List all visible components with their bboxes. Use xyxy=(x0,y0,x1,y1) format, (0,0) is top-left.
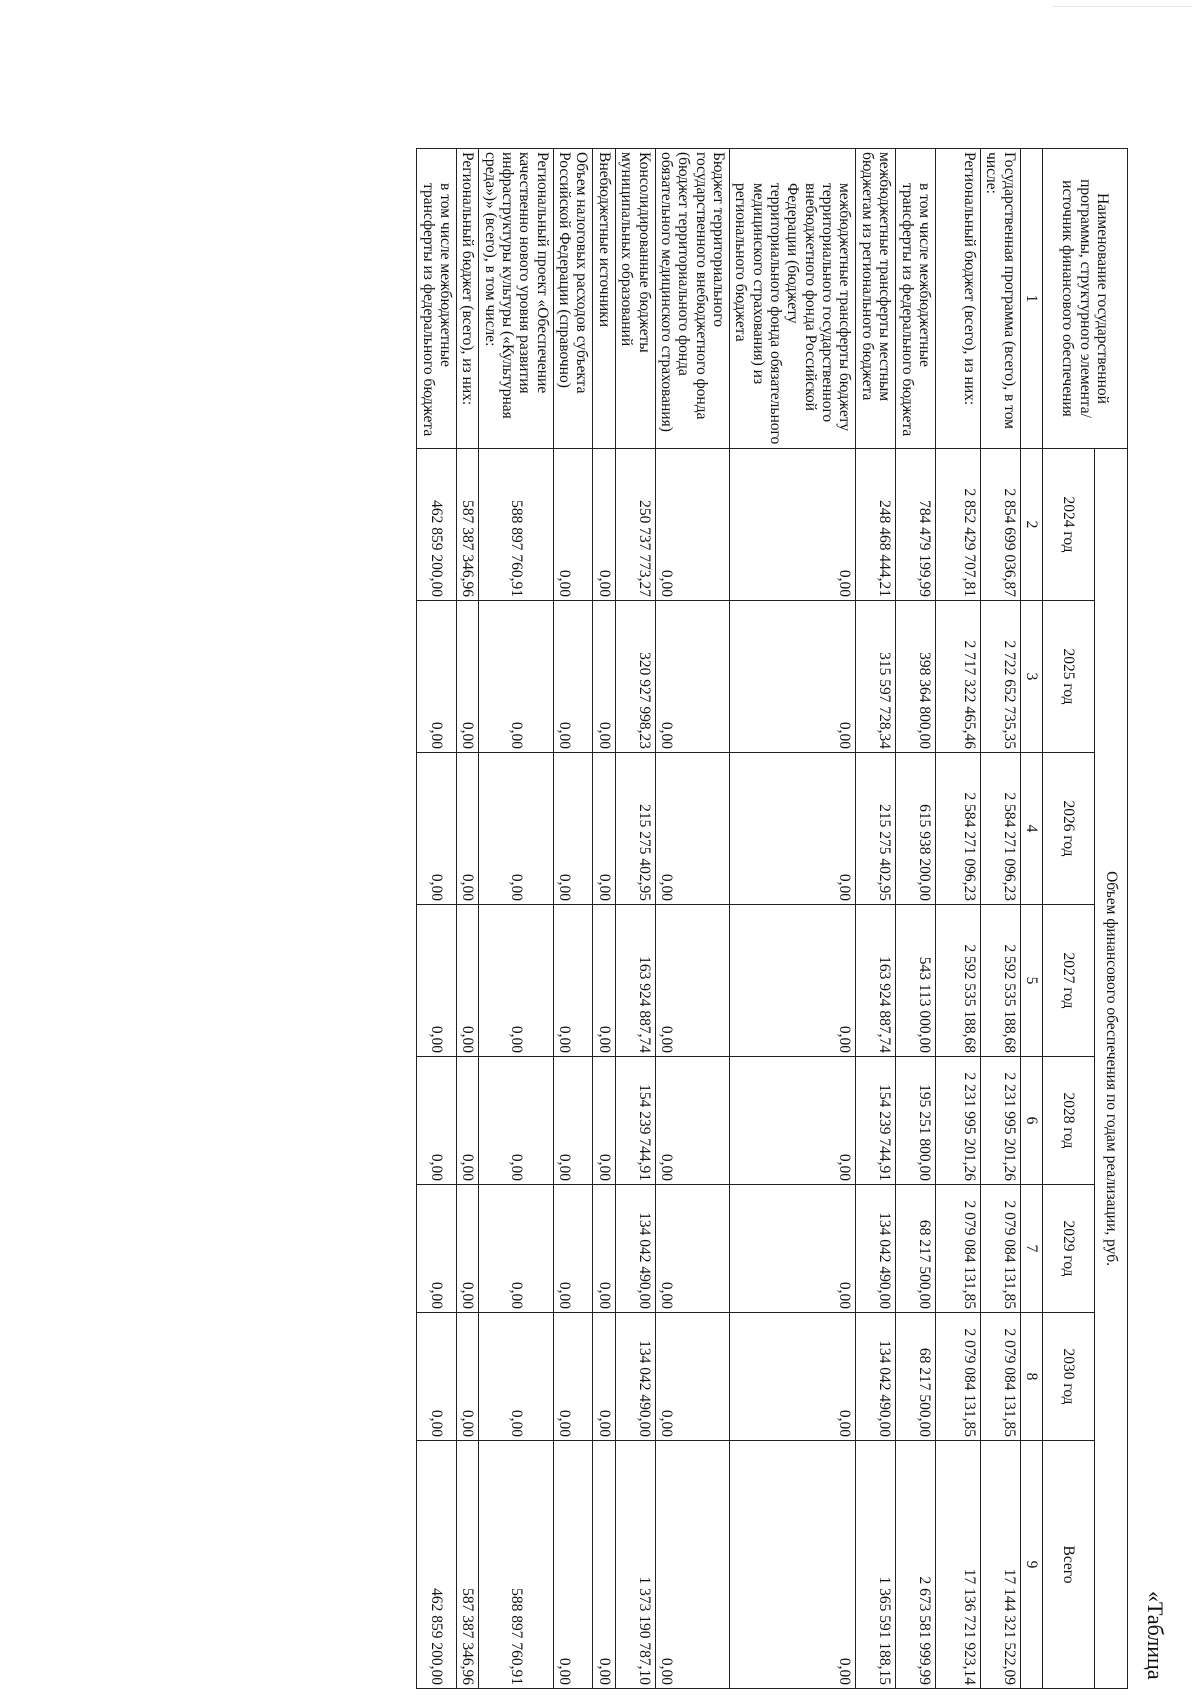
column-number: 9 xyxy=(1020,1441,1042,1689)
column-number: 8 xyxy=(1020,1313,1042,1441)
row-value: 0,00 xyxy=(553,601,593,753)
row-value: 2 584 271 096,23 xyxy=(935,753,980,905)
row-value: 134 042 490,00 xyxy=(615,1185,655,1313)
row-value: 587 387 346,96 xyxy=(456,1441,478,1689)
row-name: в том числе межбюджетные трансферты из федерального бюджета xyxy=(896,149,936,449)
row-value: 2 592 535 188,68 xyxy=(935,905,980,1057)
row-name: межбюджетные трансферты местным бюджетам из регионального бюджета xyxy=(856,149,896,449)
row-value: 2 854 699 036,87 xyxy=(980,449,1020,601)
row-name: Консолидированные бюджеты муниципальных образований xyxy=(615,149,655,449)
header-year: 2027 год xyxy=(1043,905,1095,1057)
row-value: 163 924 887,74 xyxy=(856,905,896,1057)
row-value: 0,00 xyxy=(729,1313,856,1441)
row-value: 215 275 402,95 xyxy=(615,753,655,905)
row-value: 0,00 xyxy=(729,601,856,753)
header-year: 2024 год xyxy=(1043,449,1095,601)
row-value: 134 042 490,00 xyxy=(856,1185,896,1313)
row-value: 195 251 800,00 xyxy=(896,1057,936,1185)
row-value: 154 239 744,91 xyxy=(615,1057,655,1185)
row-value: 0,00 xyxy=(593,1057,615,1185)
table-row xyxy=(729,149,856,1689)
row-value: 588 897 760,91 xyxy=(479,449,553,601)
row-value: 0,00 xyxy=(593,1185,615,1313)
table-row xyxy=(655,149,729,1689)
row-value: 0,00 xyxy=(655,753,729,905)
row-value: 0,00 xyxy=(456,1185,478,1313)
row-value: 0,00 xyxy=(729,1185,856,1313)
table-row xyxy=(417,149,457,1689)
row-value: 0,00 xyxy=(729,1441,856,1689)
row-value: 0,00 xyxy=(655,905,729,1057)
header-name-col: Наименование государственной программы, структурного элемента/источник финансового обеспечения xyxy=(1043,149,1128,449)
column-number: 4 xyxy=(1020,753,1042,905)
row-value: 2 584 271 096,23 xyxy=(980,753,1020,905)
row-value: 587 387 346,96 xyxy=(456,449,478,601)
row-value: 0,00 xyxy=(729,905,856,1057)
row-value: 68 217 500,00 xyxy=(896,1185,936,1313)
row-name: Региональный бюджет (всего), из них: xyxy=(935,149,980,449)
row-value: 250 737 773,27 xyxy=(615,449,655,601)
row-value: 0,00 xyxy=(553,1185,593,1313)
row-value: 2 722 652 735,35 xyxy=(980,601,1020,753)
column-number: 5 xyxy=(1020,905,1042,1057)
row-value: 0,00 xyxy=(456,601,478,753)
header-year: 2028 год xyxy=(1043,1057,1095,1185)
row-value: 2 592 535 188,68 xyxy=(980,905,1020,1057)
row-value: 2 673 581 999,99 xyxy=(896,1441,936,1689)
table-row xyxy=(479,149,553,1689)
row-value: 398 364 800,00 xyxy=(896,601,936,753)
row-value: 0,00 xyxy=(553,449,593,601)
row-value: 320 927 998,23 xyxy=(615,601,655,753)
table-row xyxy=(456,149,478,1689)
row-value: 0,00 xyxy=(479,905,553,1057)
row-name: Внебюджетные источники xyxy=(593,149,615,449)
table-row xyxy=(896,149,936,1689)
header-year: 2030 год xyxy=(1043,1313,1095,1441)
row-value: 17 136 721 923,14 xyxy=(935,1441,980,1689)
row-name: Региональный бюджет (всего), из них: xyxy=(456,149,478,449)
row-value: 0,00 xyxy=(417,1185,457,1313)
row-value: 0,00 xyxy=(553,753,593,905)
table-row xyxy=(856,149,896,1689)
row-value: 0,00 xyxy=(593,1441,615,1689)
row-value: 0,00 xyxy=(456,1057,478,1185)
row-value: 0,00 xyxy=(593,449,615,601)
row-value: 784 479 199,99 xyxy=(896,449,936,601)
row-value: 0,00 xyxy=(655,1057,729,1185)
row-value: 2 079 084 131,85 xyxy=(935,1313,980,1441)
row-value: 0,00 xyxy=(456,905,478,1057)
row-value: 2 852 429 707,81 xyxy=(935,449,980,601)
row-value: 0,00 xyxy=(553,1313,593,1441)
row-value: 2 231 995 201,26 xyxy=(980,1057,1020,1185)
header-row-1 xyxy=(1095,149,1128,1689)
column-number: 2 xyxy=(1020,449,1042,601)
row-value: 0,00 xyxy=(593,905,615,1057)
row-value: 134 042 490,00 xyxy=(615,1313,655,1441)
header-group: Объем финансового обеспечения по годам реализации, руб. xyxy=(1095,449,1128,1689)
row-value: 163 924 887,74 xyxy=(615,905,655,1057)
row-value: 154 239 744,91 xyxy=(856,1057,896,1185)
scan-artifact xyxy=(1052,6,1192,7)
table-row xyxy=(593,149,615,1689)
row-value: 0,00 xyxy=(655,601,729,753)
row-value: 0,00 xyxy=(553,1057,593,1185)
row-name: Объем налоговых расходов субъекта Российской Федерации (справочно) xyxy=(553,149,593,449)
table-row xyxy=(553,149,593,1689)
row-value: 0,00 xyxy=(479,1057,553,1185)
row-value: 2 079 084 131,85 xyxy=(980,1313,1020,1441)
row-value: 17 144 321 522,09 xyxy=(980,1441,1020,1689)
rotated-table-sheet xyxy=(108,148,1168,1688)
table-row xyxy=(615,149,655,1689)
column-number: 7 xyxy=(1020,1185,1042,1313)
row-value: 215 275 402,95 xyxy=(856,753,896,905)
row-value: 0,00 xyxy=(479,1185,553,1313)
row-value: 588 897 760,91 xyxy=(479,1441,553,1689)
financing-table xyxy=(416,148,1128,1689)
row-value: 0,00 xyxy=(456,753,478,905)
row-value: 0,00 xyxy=(479,753,553,905)
header-year: 2025 год xyxy=(1043,601,1095,753)
row-name: в том числе межбюджетные трансферты из федерального бюджета xyxy=(417,149,457,449)
header-year: 2026 год xyxy=(1043,753,1095,905)
row-value: 543 113 000,00 xyxy=(896,905,936,1057)
row-value: 134 042 490,00 xyxy=(856,1313,896,1441)
row-value: 2 717 322 465,46 xyxy=(935,601,980,753)
row-value: 462 859 200,00 xyxy=(417,1441,457,1689)
header-total: Всего xyxy=(1043,1441,1095,1689)
column-number: 3 xyxy=(1020,601,1042,753)
column-number: 6 xyxy=(1020,1057,1042,1185)
column-number: 1 xyxy=(1020,149,1042,449)
row-value: 0,00 xyxy=(456,1313,478,1441)
row-value: 2 079 084 131,85 xyxy=(980,1185,1020,1313)
row-value: 248 468 444,21 xyxy=(856,449,896,601)
row-value: 0,00 xyxy=(729,753,856,905)
table-row xyxy=(935,149,980,1689)
row-name: Бюджет территориального государственного внебюджетного фонда (бюджет территориального фонда обязательного медицинского страхования) xyxy=(655,149,729,449)
row-value: 615 938 200,00 xyxy=(896,753,936,905)
row-value: 0,00 xyxy=(479,1313,553,1441)
table-row xyxy=(980,149,1020,1689)
row-value: 0,00 xyxy=(417,601,457,753)
row-value: 0,00 xyxy=(417,1057,457,1185)
row-name: Государственная программа (всего), в том числе: xyxy=(980,149,1020,449)
row-value: 0,00 xyxy=(593,753,615,905)
row-value: 0,00 xyxy=(417,905,457,1057)
row-value: 0,00 xyxy=(655,1313,729,1441)
row-value: 0,00 xyxy=(655,449,729,601)
column-numbers-row xyxy=(1020,149,1042,1689)
row-value: 68 217 500,00 xyxy=(896,1313,936,1441)
row-name: Региональный проект «Обеспечение качественно нового уровня развития инфраструктуры культуры («Культурная среда»)» (всего), в том числе: xyxy=(479,149,553,449)
row-value: 315 597 728,34 xyxy=(856,601,896,753)
row-value: 1 365 591 188,15 xyxy=(856,1441,896,1689)
row-value: 0,00 xyxy=(593,601,615,753)
row-value: 0,00 xyxy=(655,1441,729,1689)
row-value: 0,00 xyxy=(729,1057,856,1185)
row-value: 1 373 190 787,10 xyxy=(615,1441,655,1689)
row-value: 0,00 xyxy=(729,449,856,601)
row-value: 462 859 200,00 xyxy=(417,449,457,601)
row-value: 0,00 xyxy=(417,1313,457,1441)
row-value: 0,00 xyxy=(553,905,593,1057)
row-value: 0,00 xyxy=(593,1313,615,1441)
row-value: 0,00 xyxy=(553,1441,593,1689)
row-value: 0,00 xyxy=(417,753,457,905)
header-year: 2029 год xyxy=(1043,1185,1095,1313)
row-value: 0,00 xyxy=(655,1185,729,1313)
row-value: 2 079 084 131,85 xyxy=(935,1185,980,1313)
row-value: 0,00 xyxy=(479,601,553,753)
row-name: межбюджетные трансферты бюджету территориального государственного внебюджетного фонда Российской Федерации (бюджету территориального фонда обязательного медицинского страхования) из регионального бюджета xyxy=(729,149,856,449)
row-value: 2 231 995 201,26 xyxy=(935,1057,980,1185)
table-caption: «Таблица xyxy=(1143,1591,1168,1680)
table-body xyxy=(417,149,1020,1689)
